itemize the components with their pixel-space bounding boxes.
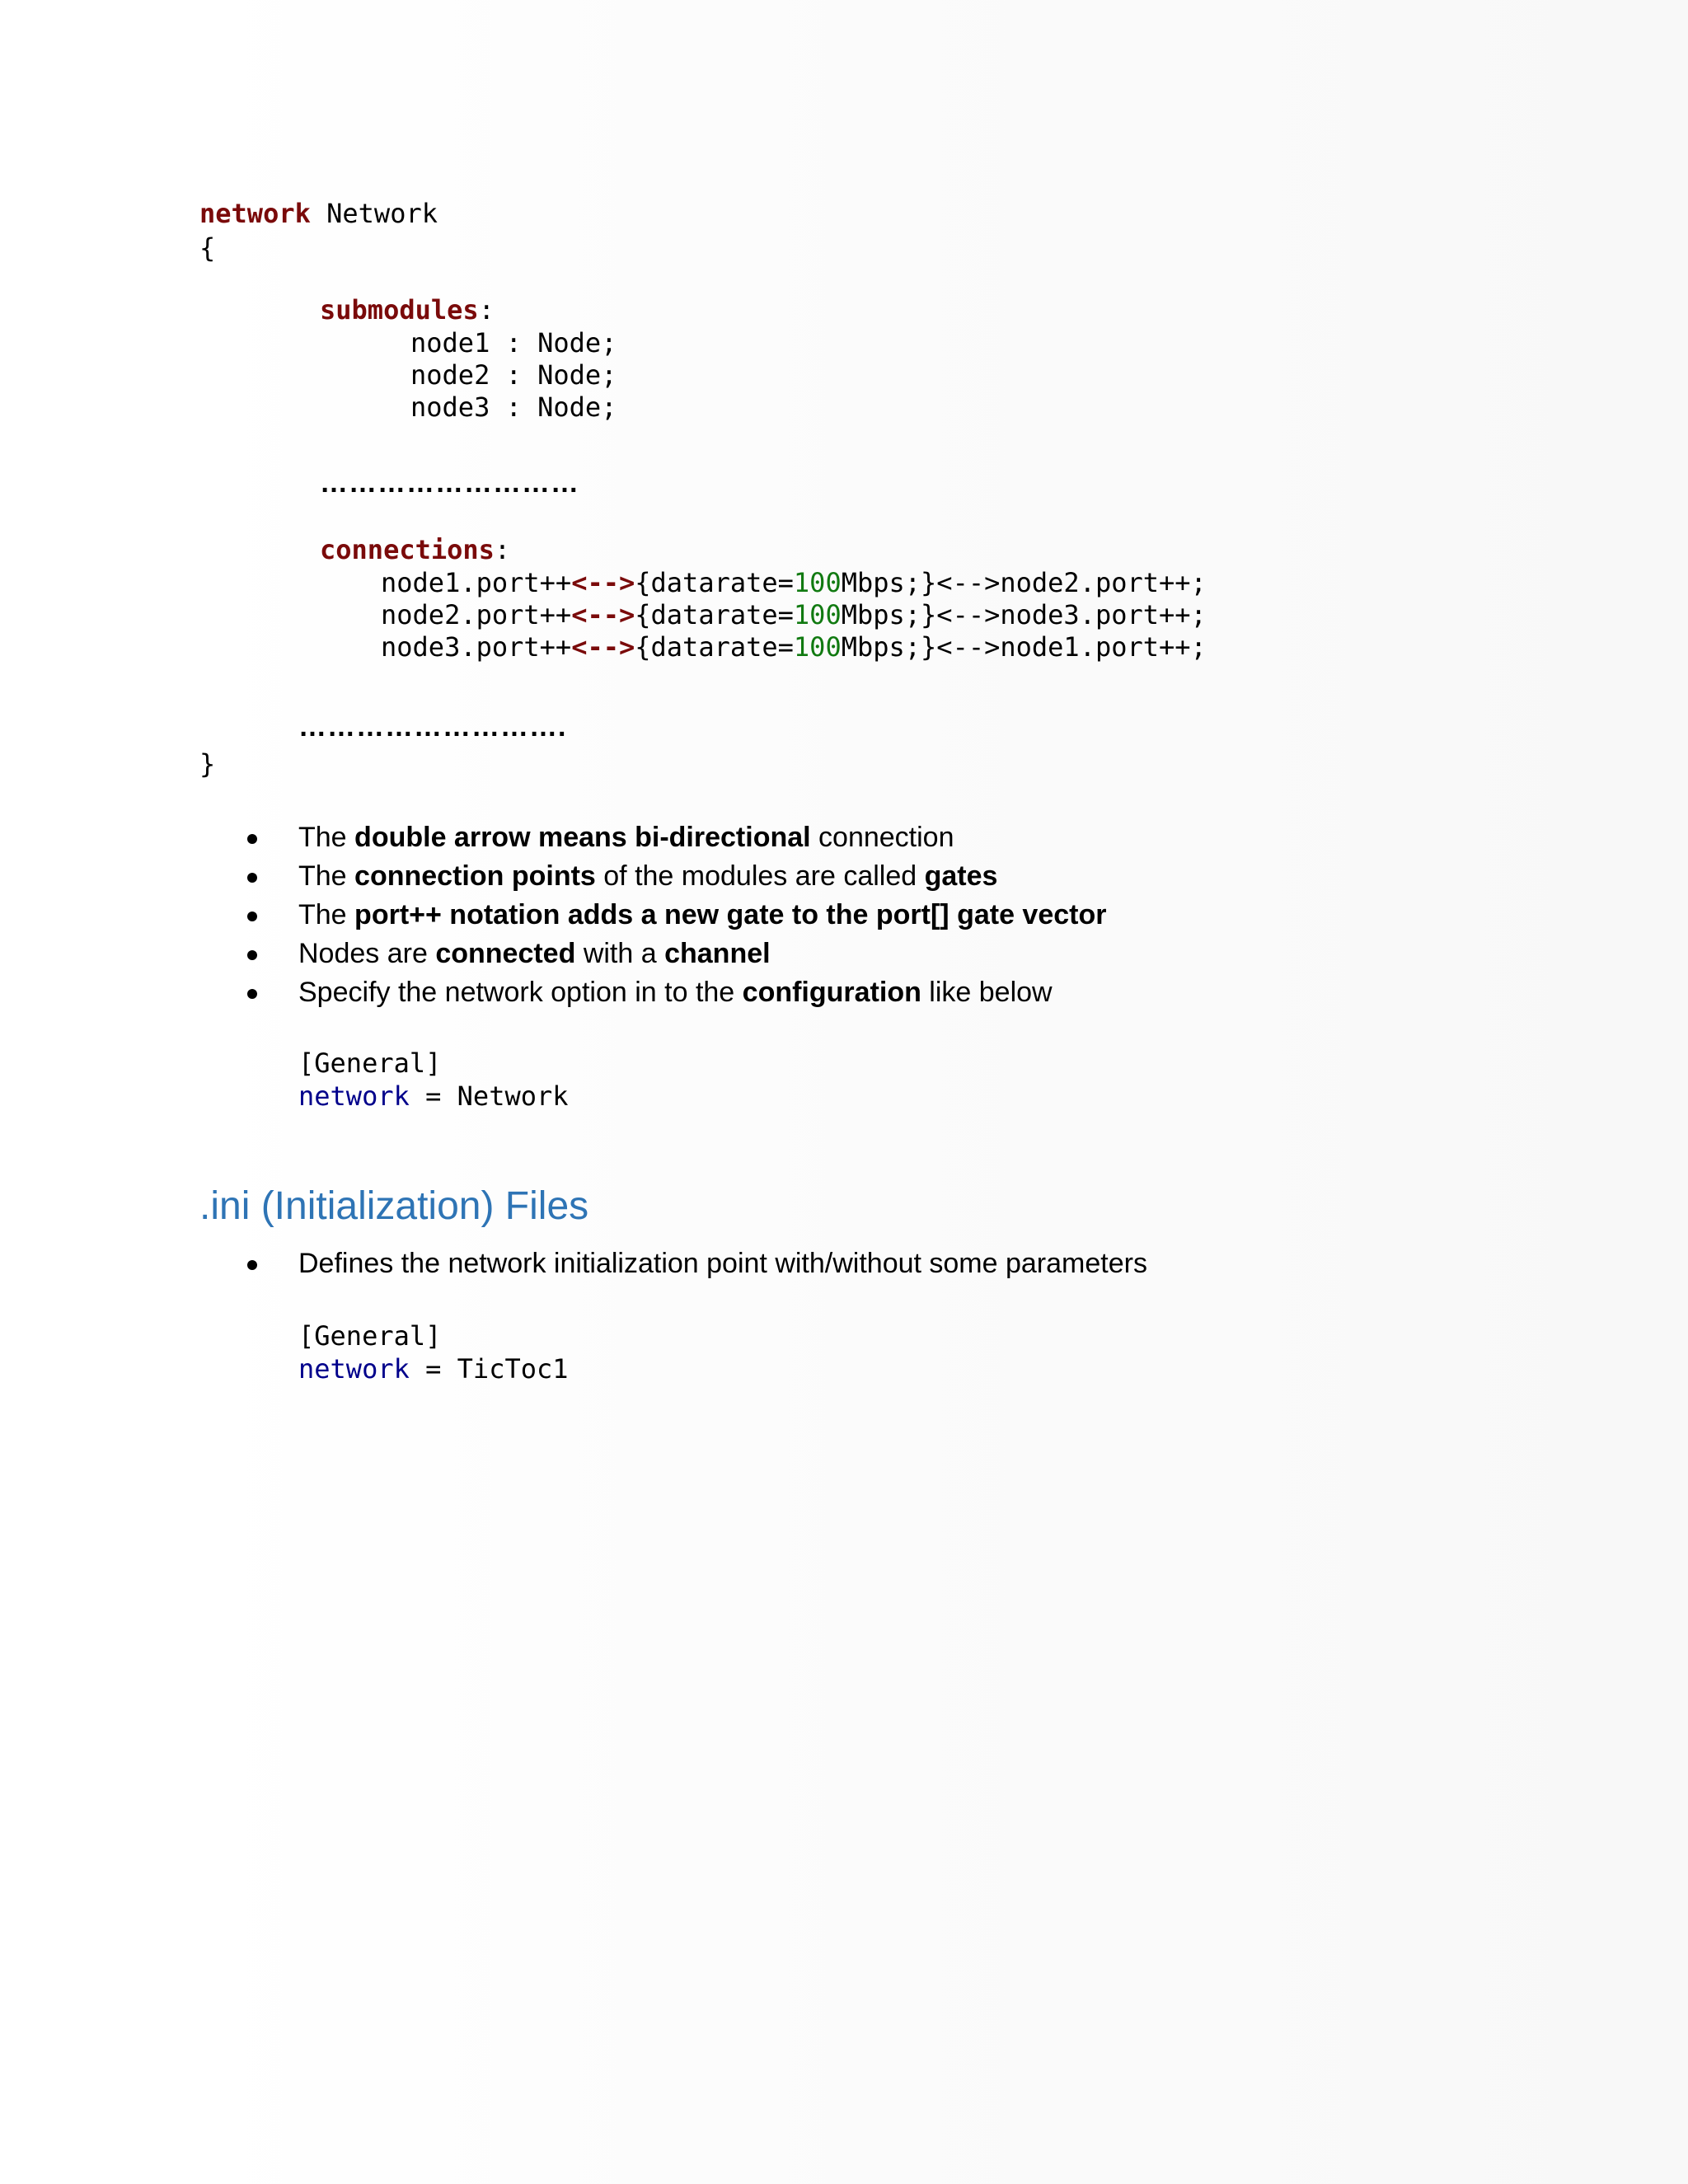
- network-keyword: network: [199, 198, 311, 229]
- ini-section: [General]: [298, 1320, 442, 1352]
- connection-line: [381, 566, 1207, 599]
- connection-line: [381, 598, 1207, 631]
- list-item: [247, 973, 1106, 1012]
- text: The: [298, 899, 355, 930]
- close-brace: }: [199, 748, 216, 780]
- ini-key: network: [298, 1080, 410, 1112]
- text: of the modules are called: [595, 860, 925, 892]
- bidirectional-arrow: <-->: [571, 631, 635, 663]
- text: connection: [810, 822, 954, 853]
- ini-line: [298, 1080, 569, 1113]
- connection-target: Mbps;}<-->node3.port++;: [841, 599, 1207, 630]
- connection-source: node2.port++: [381, 599, 572, 630]
- datarate-value: 100: [793, 599, 842, 630]
- ellipsis: ……………………….: [298, 711, 567, 743]
- submodule-line: node2 : Node;: [410, 359, 617, 391]
- ellipsis: ………………………: [320, 467, 579, 499]
- text: with a: [575, 938, 665, 969]
- network-declaration: [199, 197, 438, 230]
- submodules-label: [320, 293, 495, 326]
- channel-param: {datarate=: [635, 631, 794, 663]
- connection-target: Mbps;}<-->node1.port++;: [841, 631, 1207, 663]
- connection-source: node3.port++: [381, 631, 572, 663]
- list-item: [247, 1244, 1147, 1283]
- text: The: [298, 822, 355, 853]
- connection-target: Mbps;}<-->node2.port++;: [841, 567, 1207, 598]
- channel-param: {datarate=: [635, 599, 794, 630]
- text: like below: [921, 977, 1053, 1008]
- list-item: [247, 896, 1106, 935]
- list-item: [247, 818, 1106, 857]
- bold-text: configuration: [742, 977, 921, 1008]
- text: Defines the network initialization point with/without some parameters: [298, 1248, 1147, 1279]
- explanation-list: [247, 818, 1106, 1012]
- bidirectional-arrow: <-->: [571, 599, 635, 630]
- connections-keyword: connections: [320, 534, 495, 565]
- bold-text: channel: [664, 938, 771, 969]
- datarate-value: 100: [793, 631, 842, 663]
- bold-text: connection points: [354, 860, 596, 892]
- submodules-colon: :: [478, 294, 495, 326]
- network-name: Network: [310, 198, 438, 229]
- bold-text: connected: [435, 938, 576, 969]
- bold-text: double arrow means bi-directional: [354, 822, 811, 853]
- ini-list: [247, 1244, 1147, 1283]
- ini-key: network: [298, 1353, 410, 1385]
- ini-value: = TicToc1: [409, 1353, 569, 1385]
- connections-colon: :: [494, 534, 511, 565]
- datarate-value: 100: [793, 567, 842, 598]
- ini-value: = Network: [409, 1080, 569, 1112]
- bold-text: gates: [924, 860, 998, 892]
- text: Nodes are: [298, 938, 436, 969]
- channel-param: {datarate=: [635, 567, 794, 598]
- ini-section: [General]: [298, 1047, 442, 1079]
- open-brace: {: [199, 232, 216, 264]
- list-item: [247, 935, 1106, 973]
- text: Specify the network option in to the: [298, 977, 743, 1008]
- connections-label: [320, 533, 510, 566]
- section-heading: .ini (Initialization) Files: [199, 1184, 589, 1228]
- ini-line: [298, 1352, 569, 1385]
- connection-source: node1.port++: [381, 567, 572, 598]
- connection-line: [381, 630, 1207, 663]
- submodule-line: node3 : Node;: [410, 391, 617, 423]
- submodules-keyword: submodules: [320, 294, 479, 326]
- bidirectional-arrow: <-->: [571, 567, 635, 598]
- list-item: [247, 857, 1106, 896]
- text: The: [298, 860, 355, 892]
- bold-text: port++ notation adds a new gate to the port[] gate vector: [354, 899, 1107, 930]
- submodule-line: node1 : Node;: [410, 327, 617, 359]
